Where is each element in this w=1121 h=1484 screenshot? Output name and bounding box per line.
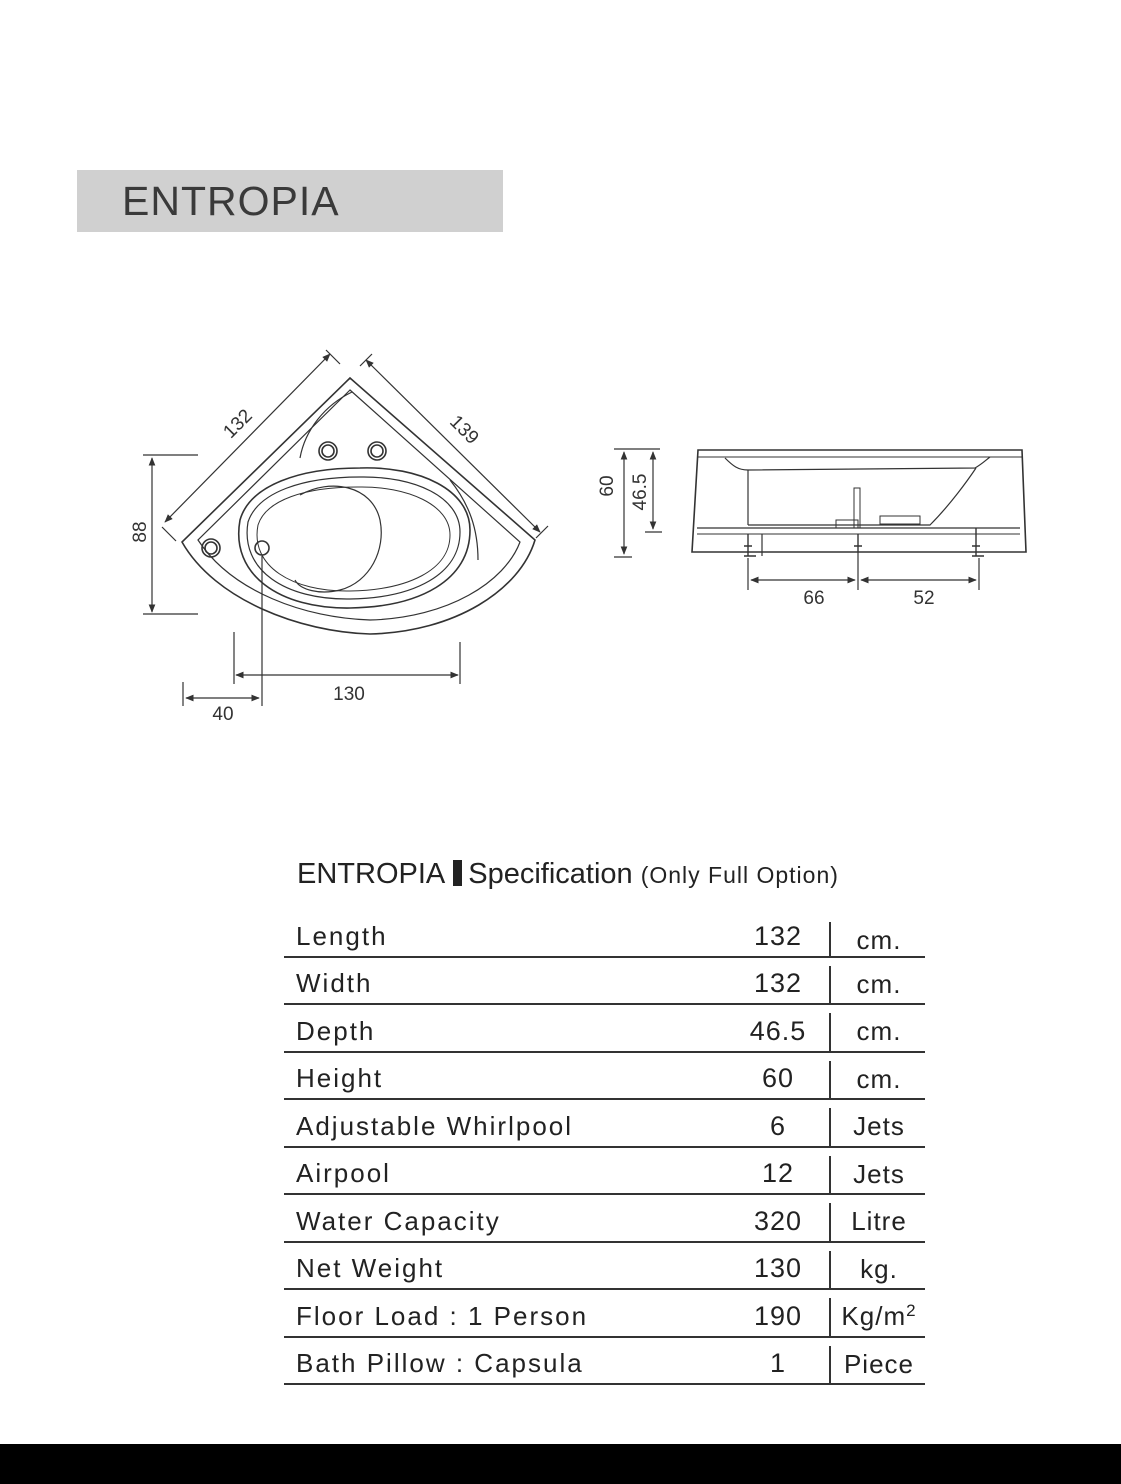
spec-unit xyxy=(829,1203,927,1241)
spec-note: (Only Full Option) xyxy=(640,862,839,888)
side-view xyxy=(692,450,1026,556)
spec-unit xyxy=(829,1298,927,1336)
spec-label: Bath Pillow : Capsula xyxy=(296,1348,584,1378)
spec-unit-text: cm. xyxy=(856,1016,902,1046)
spec-unit-text: Kg/m xyxy=(841,1301,907,1331)
spec-table xyxy=(284,910,925,1385)
dim-leg-right: 52 xyxy=(913,588,935,609)
spec-unit xyxy=(829,922,927,956)
spec-value: 320 xyxy=(753,1205,803,1236)
spec-value: 12 xyxy=(761,1158,795,1188)
spec-unit xyxy=(829,1346,927,1384)
spec-unit-superscript: 2 xyxy=(906,1301,917,1320)
spec-label: Depth xyxy=(296,1015,376,1046)
spec-value: 60 xyxy=(761,1063,795,1093)
table-row xyxy=(284,1005,925,1053)
side-dimension-labels xyxy=(597,474,935,609)
table-row xyxy=(284,1195,925,1243)
spec-label: Adjustable Whirlpool xyxy=(296,1110,574,1141)
page-title: ENTROPIA xyxy=(122,178,340,224)
spec-heading xyxy=(297,858,839,891)
dim-bottom-width: 130 xyxy=(333,684,365,705)
dim-height-total: 60 xyxy=(597,475,618,497)
table-row xyxy=(284,1290,925,1338)
dim-side-left: 132 xyxy=(219,405,257,443)
plan-dimension-lines xyxy=(143,350,548,706)
footer-bar xyxy=(0,1444,1121,1484)
spec-unit-text: cm. xyxy=(856,968,902,999)
dim-depth-left: 88 xyxy=(130,521,151,543)
dim-leg-left: 66 xyxy=(803,588,825,609)
spec-label: Floor Load : 1 Person xyxy=(296,1300,589,1331)
spec-unit-text: cm. xyxy=(856,925,902,955)
table-row xyxy=(284,1243,925,1291)
spec-label: Width xyxy=(296,968,373,998)
heading-separator xyxy=(453,860,462,886)
table-row xyxy=(284,1100,925,1148)
spec-value: 46.5 xyxy=(749,1015,807,1046)
spec-unit-text: Litre xyxy=(851,1206,907,1236)
spec-value: 130 xyxy=(753,1253,803,1283)
spec-title: Specification xyxy=(468,858,633,890)
spec-unit xyxy=(829,1156,927,1194)
spec-unit xyxy=(829,1108,927,1146)
table-row xyxy=(284,1338,925,1386)
spec-label: Airpool xyxy=(296,1158,391,1188)
spec-unit xyxy=(829,966,927,1004)
dim-side-right: 139 xyxy=(445,411,483,449)
spec-unit-text: Jets xyxy=(853,1158,905,1189)
spec-unit-text: Jets xyxy=(853,1111,905,1141)
spec-unit xyxy=(829,1061,927,1099)
spec-unit xyxy=(829,1013,927,1051)
table-row xyxy=(284,958,925,1006)
spec-label: Net Weight xyxy=(296,1253,445,1283)
table-row xyxy=(284,1148,925,1196)
spec-unit-text: kg. xyxy=(860,1253,898,1284)
spec-value: 6 xyxy=(769,1110,787,1141)
dim-height-inner: 46.5 xyxy=(630,473,651,511)
plan-dimension-labels xyxy=(130,405,483,725)
spec-value: 1 xyxy=(769,1348,787,1378)
spec-unit-text: cm. xyxy=(856,1063,902,1094)
dim-drain-offset: 40 xyxy=(212,704,234,725)
spec-label: Height xyxy=(296,1063,384,1093)
spec-model-name: ENTROPIA xyxy=(297,858,446,890)
spec-unit xyxy=(829,1251,927,1289)
spec-unit-text: Piece xyxy=(843,1348,915,1379)
spec-label: Length xyxy=(296,920,388,951)
spec-label: Water Capacity xyxy=(296,1205,501,1236)
table-row xyxy=(284,910,925,958)
table-row xyxy=(284,1053,925,1101)
spec-value: 190 xyxy=(753,1300,803,1331)
spec-value: 132 xyxy=(753,968,803,998)
spec-value: 132 xyxy=(753,920,803,951)
